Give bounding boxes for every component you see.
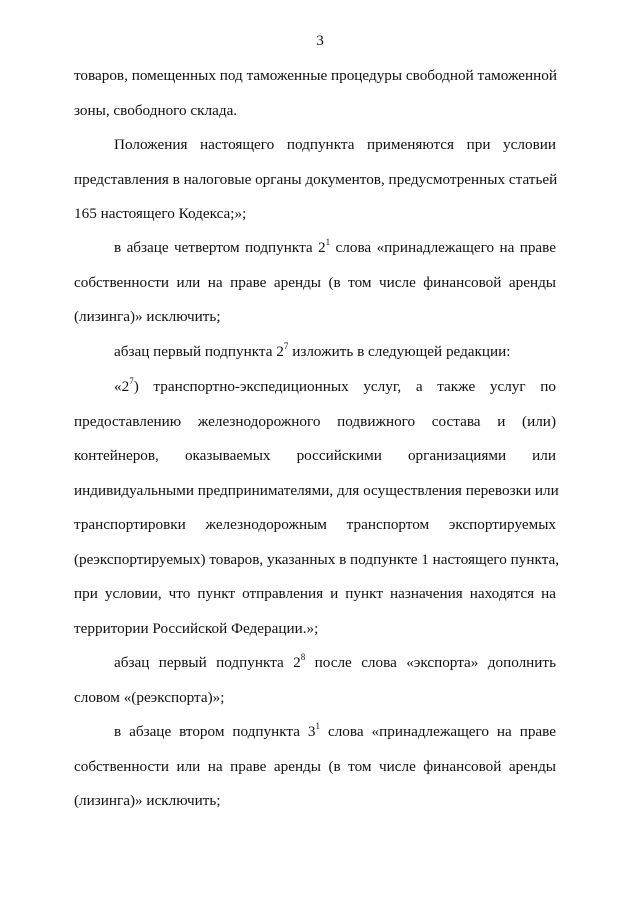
paragraph-amendment-3-1 bbox=[74, 720, 556, 824]
text-line: представления в налоговые органы документов, предусмотренных статьей bbox=[74, 170, 558, 188]
text-line: (лизинга)» исключить; bbox=[74, 308, 221, 325]
superscript-index: 1 bbox=[325, 236, 331, 247]
text-line: контейнеров, оказываемых российскими организациями или bbox=[74, 447, 556, 464]
line-text-before: в абзаце четвертом подпункта 2 bbox=[114, 239, 326, 256]
paragraph-quoted-2-7 bbox=[74, 375, 560, 651]
text-line-with-superscript bbox=[74, 720, 556, 755]
line-text-after: изложить в следующей редакции: bbox=[288, 343, 511, 360]
line-text-after: слова «принадлежащего на праве bbox=[320, 723, 556, 740]
superscript-index: 7 bbox=[283, 340, 289, 351]
superscript-index: 8 bbox=[300, 651, 306, 662]
text-line: при условии, что пункт отправления и пункт назначения находятся на bbox=[74, 585, 556, 602]
line-text-after: слова «принадлежащего на праве bbox=[330, 239, 556, 256]
text-line: собственности или на праве аренды (в том числе финансовой аренды bbox=[74, 757, 556, 775]
line-text-before: абзац первый подпункта 2 bbox=[114, 343, 284, 360]
text-line: территории Российской Федерации.»; bbox=[74, 619, 319, 637]
text-line-with-superscript bbox=[74, 375, 556, 410]
text-line: индивидуальными предпринимателями, для осуществления перевозки или bbox=[74, 481, 559, 499]
text-line-with-superscript bbox=[74, 340, 556, 375]
text-line: словом «(реэкспорта)»; bbox=[74, 688, 225, 706]
line-text-before: в абзаце втором подпункта 3 bbox=[114, 723, 316, 740]
line-text-before: абзац первый подпункта 2 bbox=[114, 654, 301, 671]
text-line: Положения настоящего подпункта применяются при условии bbox=[114, 136, 556, 153]
text-line-with-superscript bbox=[74, 651, 556, 686]
text-line: (лизинга)» исключить; bbox=[74, 792, 221, 809]
text-line: транспортировки железнодорожным транспортом экспортируемых bbox=[74, 516, 556, 533]
text-line: товаров, помещенных под таможенные процедуры свободной таможенной bbox=[74, 67, 557, 84]
text-line: предоставлению железнодорожного подвижного состава и (или) bbox=[74, 412, 556, 430]
paragraph-continuation bbox=[74, 64, 556, 133]
paragraph-provisions bbox=[74, 133, 556, 237]
page-number: 3 bbox=[316, 32, 324, 49]
line-text-before: «2 bbox=[114, 378, 130, 395]
text-line: 165 настоящего Кодекса;»; bbox=[74, 205, 247, 222]
text-line-with-superscript bbox=[74, 236, 556, 271]
line-text-after: ) транспортно-экспедиционных услуг, а также услуг по bbox=[133, 378, 556, 395]
superscript-index: 1 bbox=[315, 720, 321, 731]
text-line: собственности или на праве аренды (в том числе финансовой аренды bbox=[74, 273, 556, 291]
paragraph-amendment-2-7 bbox=[74, 340, 556, 375]
superscript-index: 7 bbox=[129, 375, 134, 386]
text-line: (реэкспортируемых) товаров, указанных в подпункте 1 настоящего пункта, bbox=[74, 550, 560, 568]
line-text-after: после слова «экспорта» дополнить bbox=[305, 654, 556, 671]
paragraph-amendment-2-1 bbox=[74, 236, 556, 340]
paragraph-amendment-2-8 bbox=[74, 651, 556, 720]
text-line: зоны, свободного склада. bbox=[74, 101, 238, 119]
